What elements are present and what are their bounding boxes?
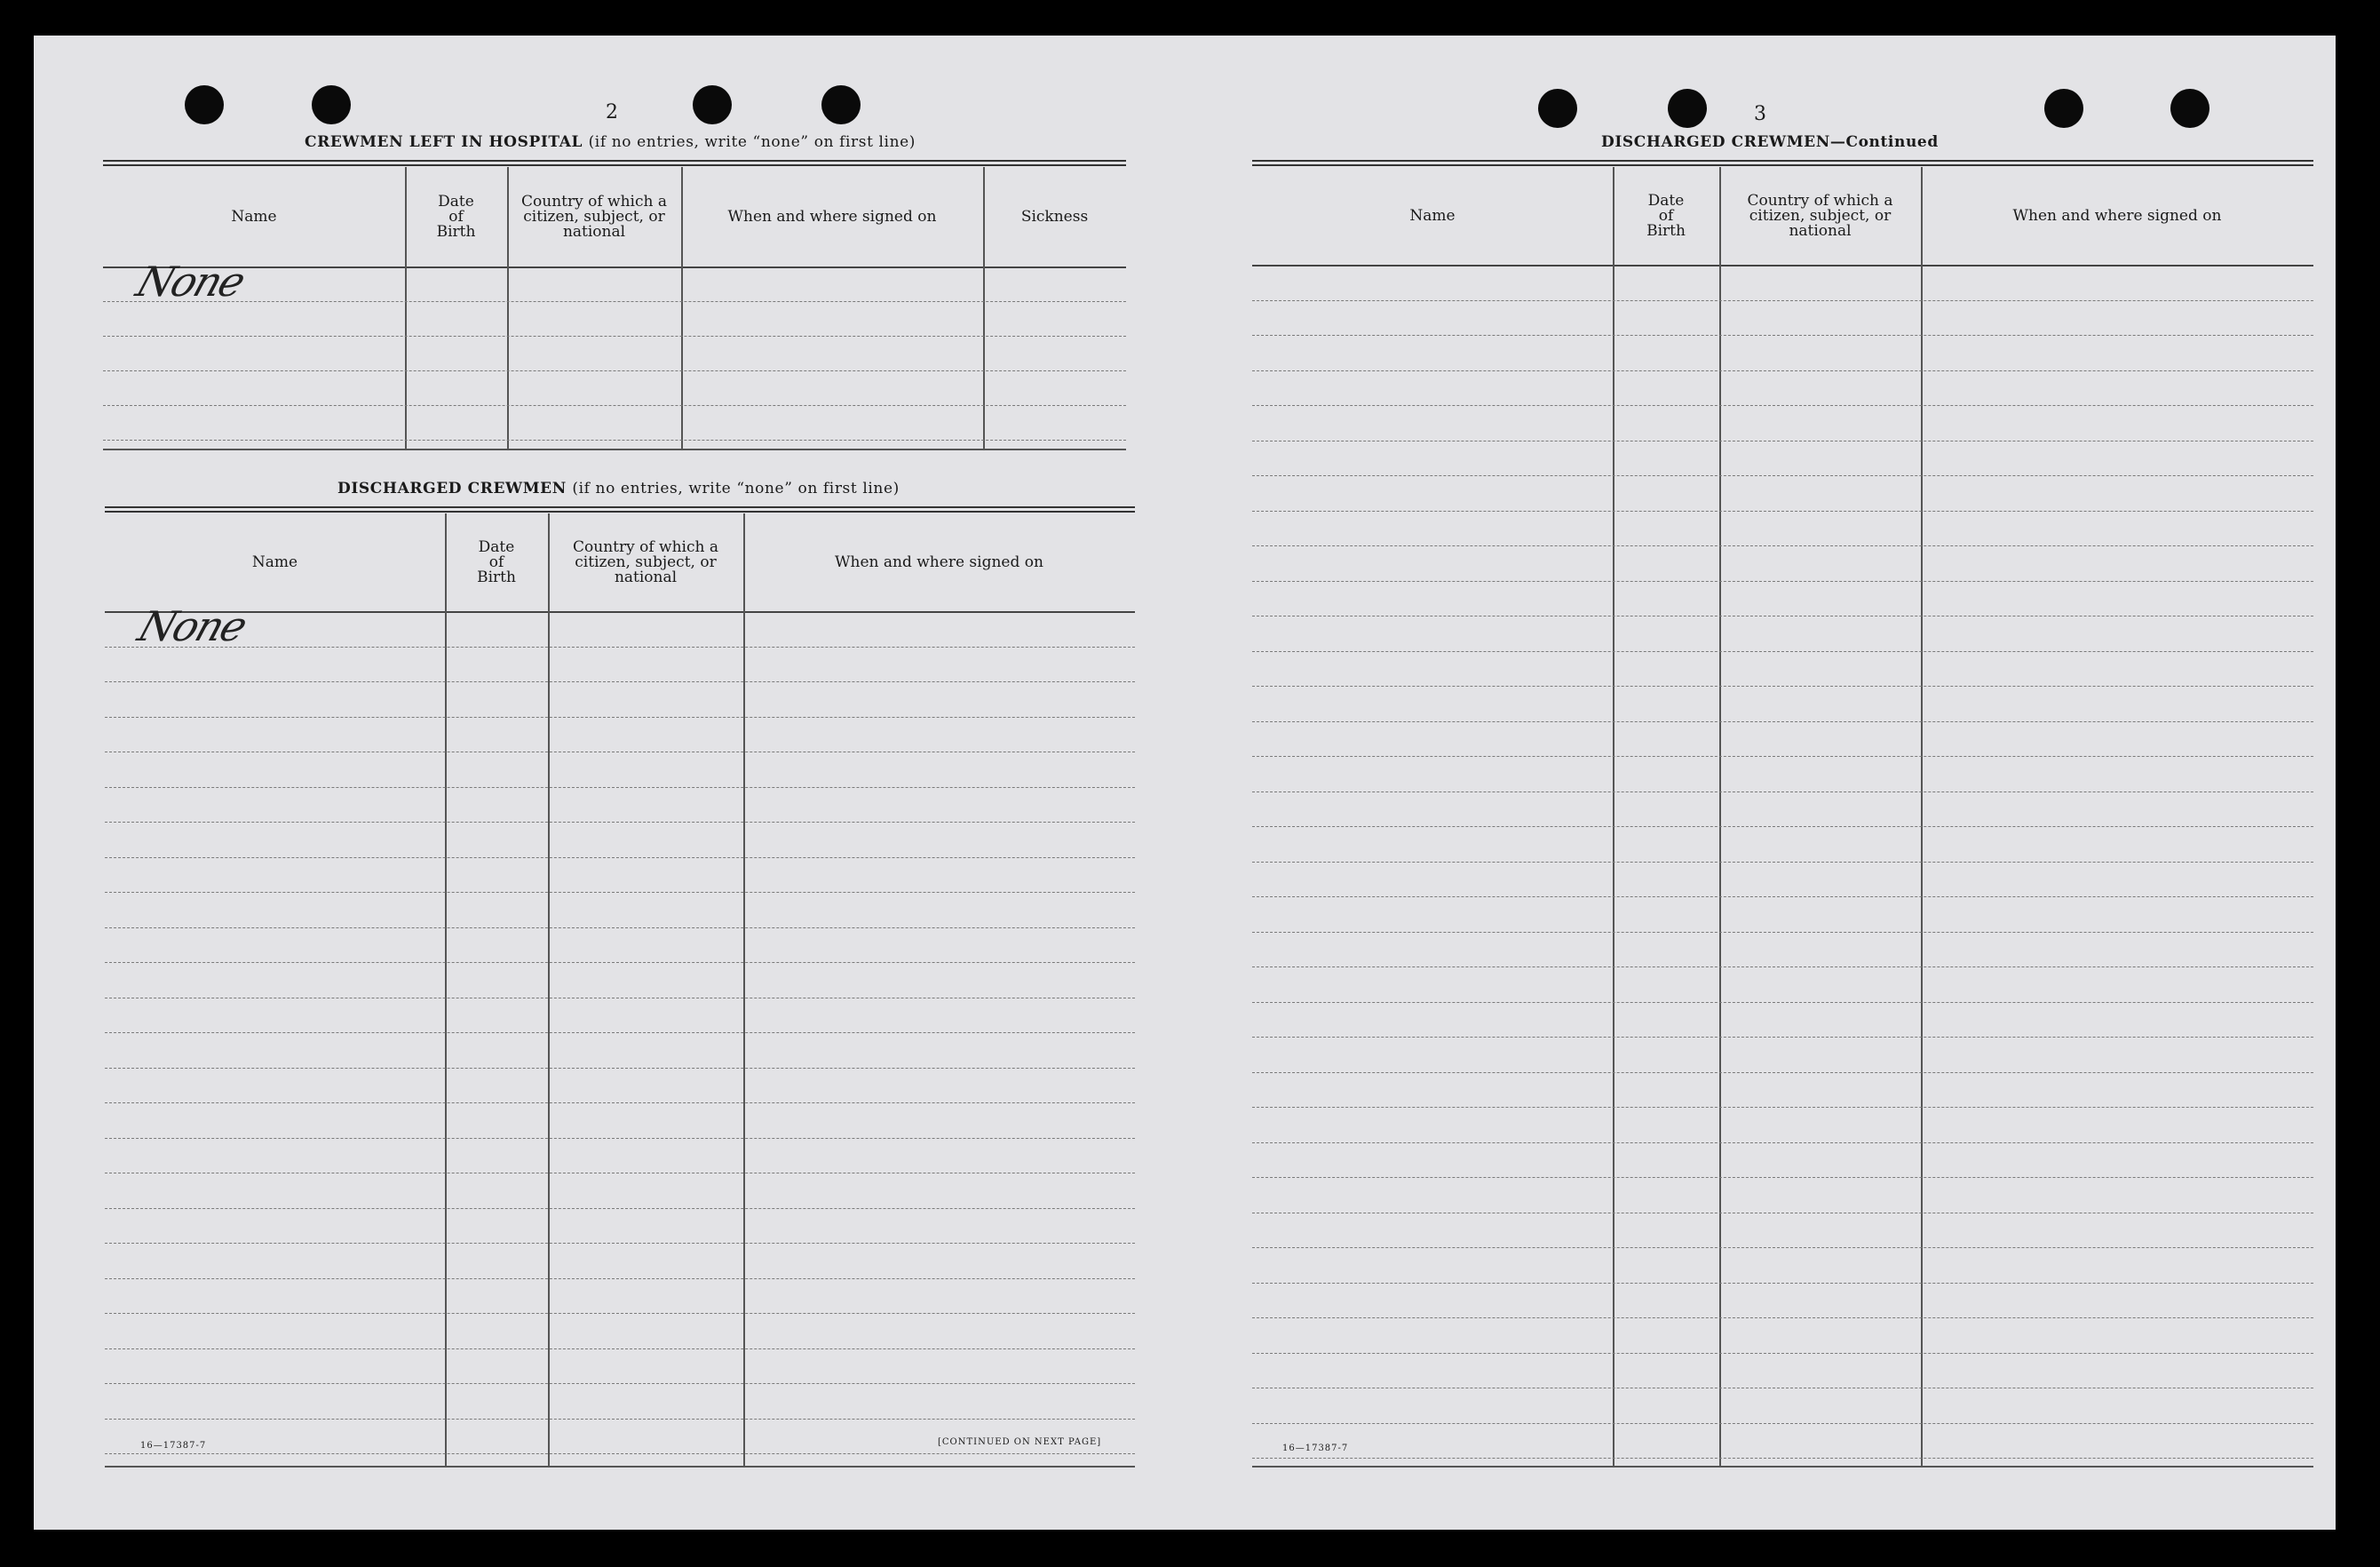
top-rule [1252,164,2313,166]
table-row [1252,862,2313,863]
handwritten-entry: None [131,258,250,306]
form-number-left: 16—17387-7 [140,1441,207,1451]
column-divider [445,513,447,1466]
punch-hole [185,85,224,124]
table-row [1252,335,2313,336]
table-row [105,1032,1135,1033]
column-divider [548,513,550,1466]
hospital-title-note: (if no entries, write “none” on first line) [588,133,916,151]
discharged-table [105,506,1135,1466]
column-header: Country of which a citizen, subject, or national [1747,191,1893,240]
table-row [1252,791,2313,792]
table-row [1252,1247,2313,1248]
punch-hole [2044,89,2083,128]
column-header: When and where signed on [727,207,937,226]
table-row [105,857,1135,858]
column-header: Country of which a citizen, subject, or national [521,192,667,241]
table-row [1252,896,2313,897]
punch-hole [693,85,732,124]
column-header: Date of Birth [1646,191,1686,240]
table-row [1252,1072,2313,1073]
punch-hole [1538,89,1577,128]
table-row [1252,300,2313,301]
table-row [103,440,1126,441]
hospital-table [103,160,1126,449]
top-rule [103,160,1126,162]
table-row [1252,405,2313,406]
table-row [105,1208,1135,1209]
table-row [105,647,1135,648]
header-rule [105,611,1135,613]
table-row [105,1068,1135,1069]
continued-note: [CONTINUED ON NEXT PAGE] [938,1437,1102,1447]
table-row [103,336,1126,337]
handwritten-entry: None [132,602,252,650]
header-rule [103,266,1126,268]
table-row [1252,932,2313,933]
table-row [1252,1177,2313,1178]
register-sheet [34,36,2336,1530]
column-divider [743,513,745,1466]
bottom-rule [105,1466,1135,1468]
form-number-right: 16—17387-7 [1282,1444,1349,1453]
table-row [1252,1107,2313,1108]
table-row [1252,511,2313,512]
table-row [1252,581,2313,582]
table-row [105,1383,1135,1384]
column-header: Date of Birth [436,192,476,241]
table-row [1252,1458,2313,1459]
table-row [1252,721,2313,722]
table-row [1252,826,2313,827]
table-row [103,301,1126,302]
table-row [105,1419,1135,1420]
discharged-section-title [337,480,900,497]
table-row [1252,1317,2313,1318]
top-rule [1252,160,2313,162]
table-row [1252,1037,2313,1038]
table-row [105,1348,1135,1349]
table-row [105,787,1135,788]
table-row [1252,686,2313,687]
table-row [1252,1142,2313,1143]
hospital-title-text: CREWMEN LEFT IN HOSPITAL [305,133,583,151]
column-header: Name [251,553,298,571]
table-row [1252,370,2313,371]
punch-hole [1668,89,1707,128]
table-row [1252,475,2313,476]
table-row [103,370,1126,371]
column-divider [1613,167,1614,1466]
column-header: When and where signed on [835,553,1043,571]
discharged-title-text: DISCHARGED CREWMEN [337,480,567,497]
table-row [105,1243,1135,1244]
table-row [105,1278,1135,1279]
table-row [105,962,1135,963]
top-rule [105,506,1135,508]
table-row [105,927,1135,928]
punch-hole [312,85,351,124]
table-row [1252,1423,2313,1424]
top-rule [103,164,1126,166]
column-divider [1719,167,1721,1466]
punch-hole [821,85,861,124]
bottom-rule [1252,1466,2313,1468]
table-row [1252,545,2313,546]
page-number-left: 2 [606,101,618,123]
column-header: Country of which a citizen, subject, or national [573,537,718,586]
page-number-right: 3 [1754,103,1766,125]
column-divider [1921,167,1923,1466]
discharged-continued-title: DISCHARGED CREWMEN—Continued [1601,133,1939,151]
header-rule [1252,265,2313,266]
table-row [105,1138,1135,1139]
bottom-rule [103,449,1126,450]
column-header: Name [231,207,277,226]
table-row [105,1313,1135,1314]
table-row [105,1453,1135,1454]
discharged-title-note: (if no entries, write “none” on first line) [572,480,900,497]
table-row [1252,756,2313,757]
top-rule [105,511,1135,513]
table-row [103,405,1126,406]
table-row [105,822,1135,823]
column-header: When and where signed on [2012,206,2222,225]
column-header: Name [1409,206,1456,225]
table-row [1252,1002,2313,1003]
table-row [1252,1283,2313,1284]
table-row [105,892,1135,893]
table-row [105,717,1135,718]
table-row [1252,1353,2313,1354]
column-header: Date of Birth [477,537,516,586]
column-header: Sickness [1020,207,1089,226]
table-row [105,681,1135,682]
table-row [1252,651,2313,652]
punch-hole [2170,89,2209,128]
table-row [1252,966,2313,967]
discharged-continued-table [1252,160,2313,1466]
table-row [105,1102,1135,1103]
hospital-section-title [305,133,916,151]
